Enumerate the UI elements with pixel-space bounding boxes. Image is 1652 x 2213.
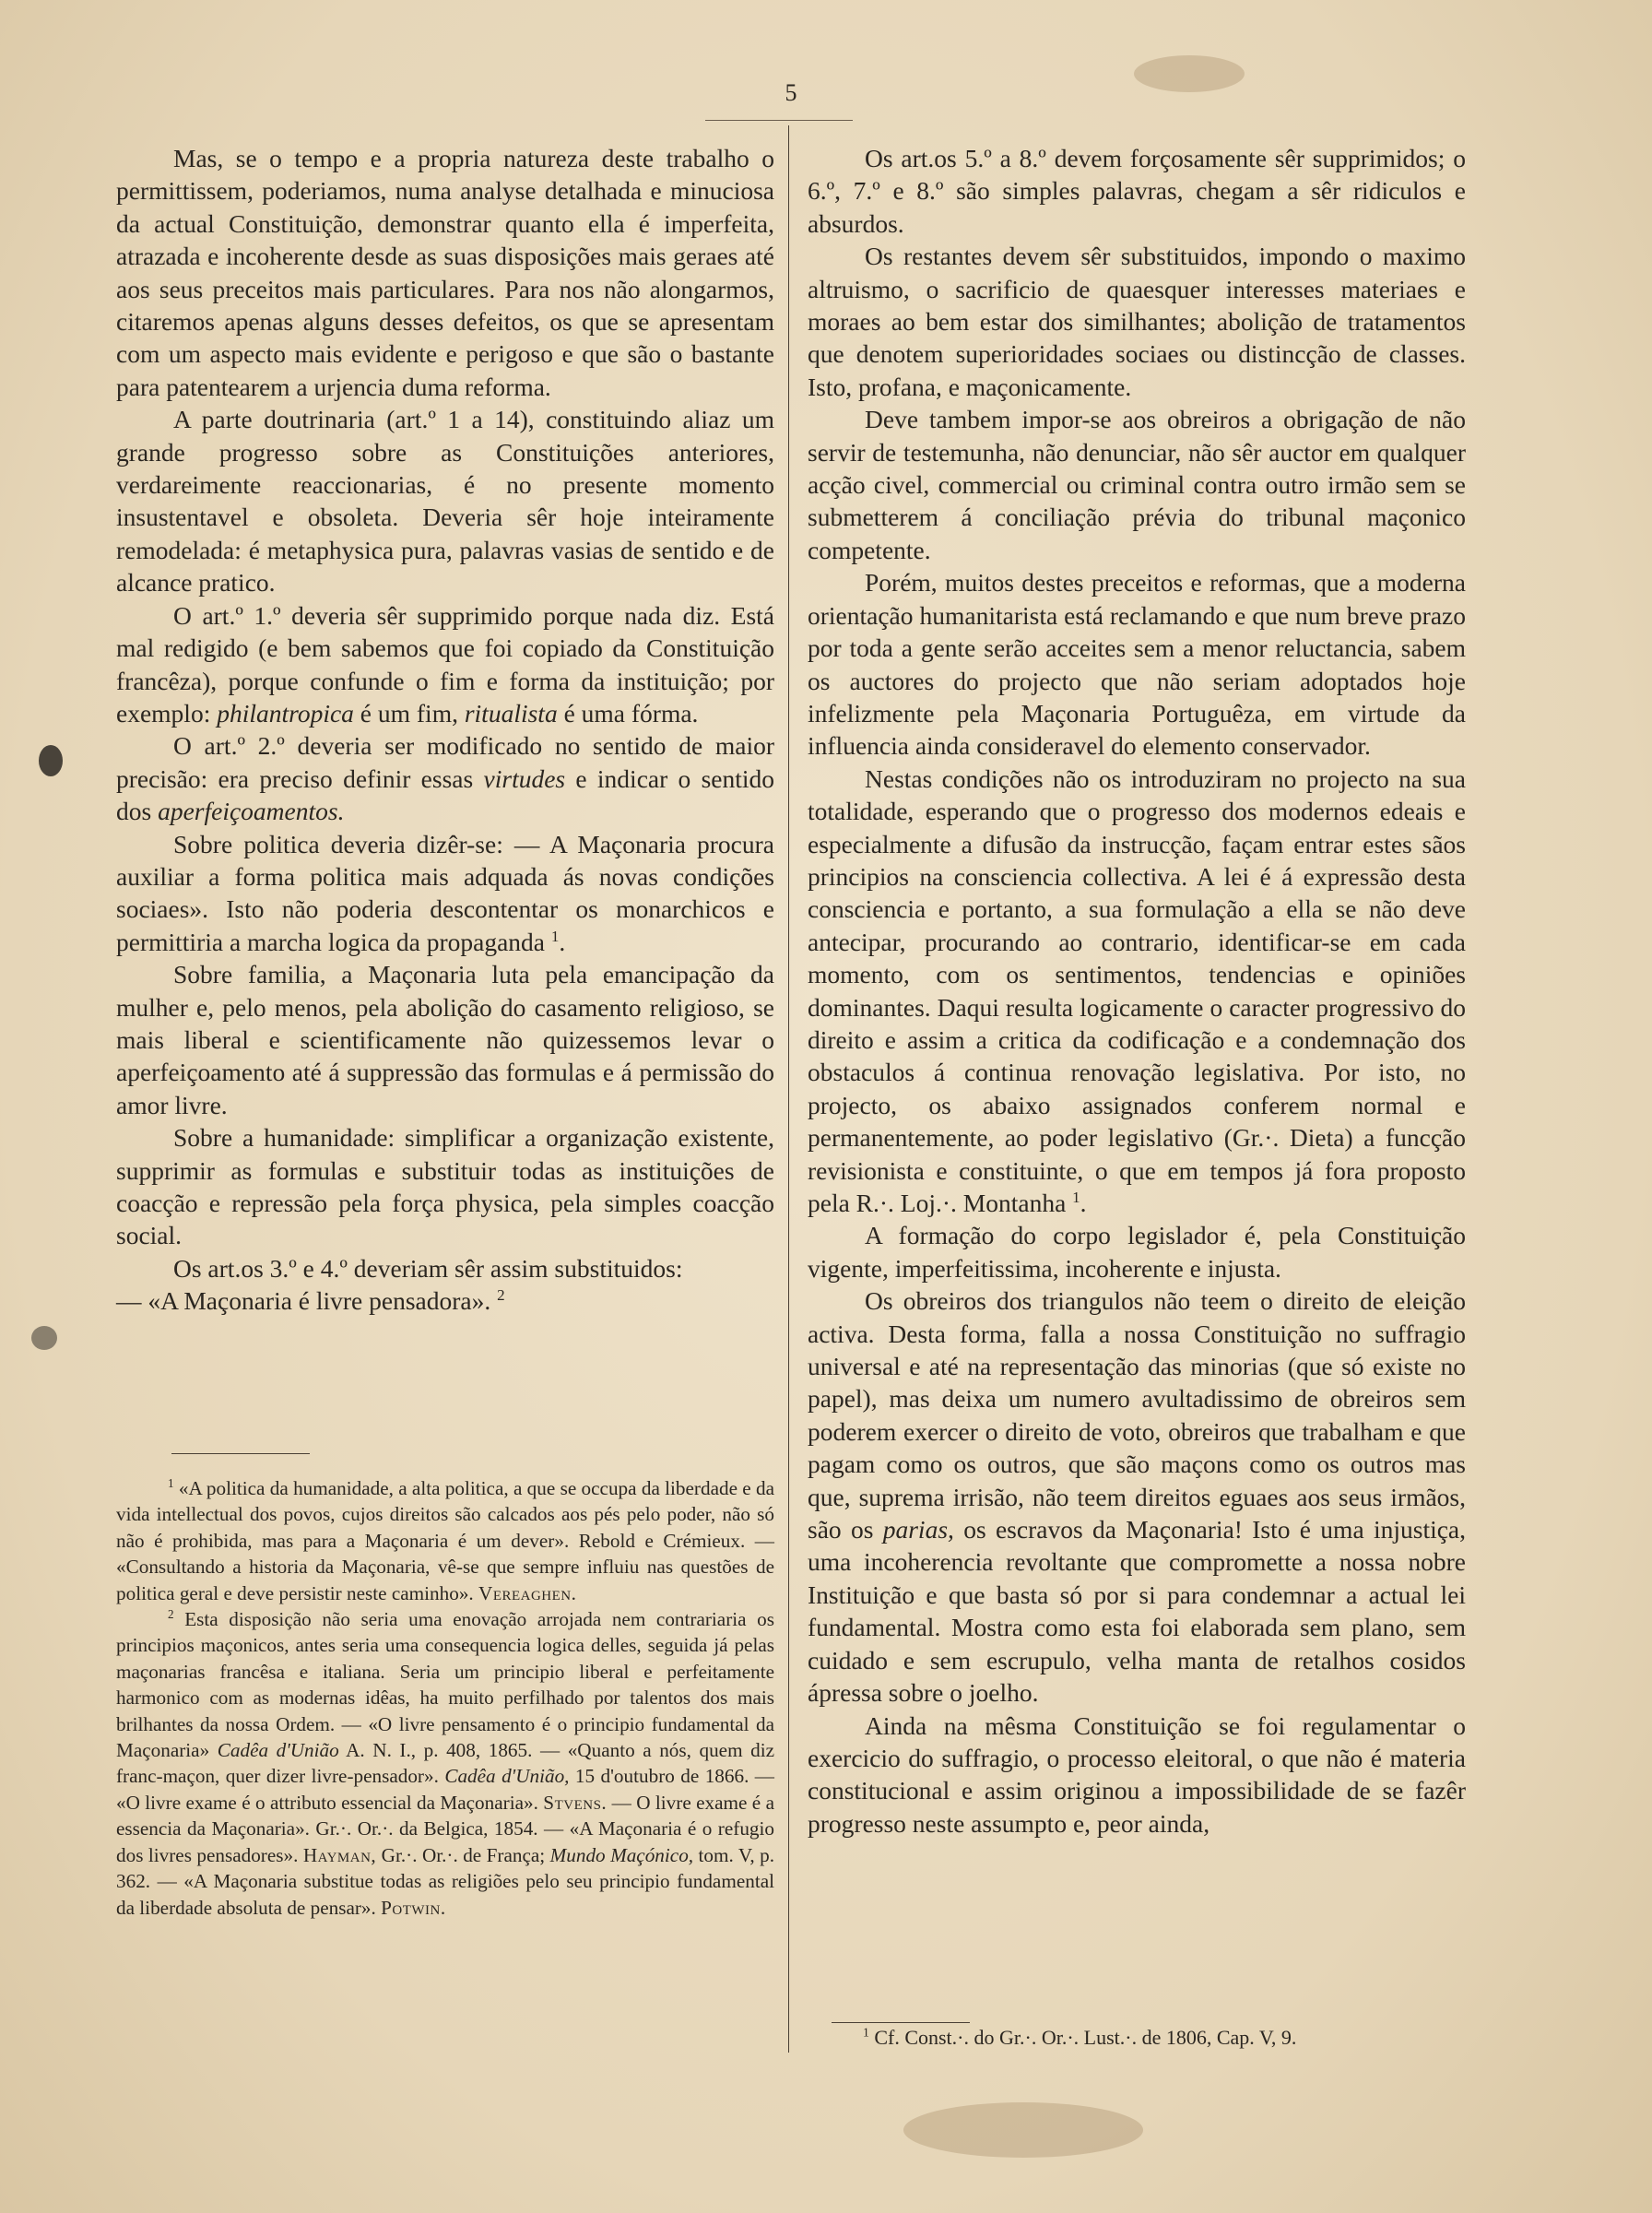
footnote — [863, 2025, 1490, 2051]
right-column — [808, 142, 1466, 1840]
emphasis-text: aperfeiçoamentos. — [158, 797, 345, 826]
header-rule — [705, 120, 853, 121]
emphasis-text: philantropica — [217, 698, 354, 728]
footnote-rule — [171, 1453, 310, 1454]
footnote-ref: 2 — [497, 1286, 505, 1305]
paragraph-text: os escravos da Maçonaria! Isto é uma injustiça, uma incoherencia revoltante que compromette a nossa nobre Instituição e que basta só por si para condemnar a actual lei fundamental. Mostra como esta foi elaborada sem plano, sem cuidado e sem escrupulo, velha manta de retalhos cosidos ápressa sobre o joelho. — [808, 1515, 1467, 1708]
paragraph-text: O art.º 1.º deveria sêr supprimido porque nada diz. Está mal redigido (e bem sabemos que foi copiado da Constituição francêza), porque confunde o fim e forma da instituição; por exemplo: — [116, 600, 774, 728]
paragraph: Sobre familia, a Maçonaria luta pela emancipação da mulher e, pelo menos, pela abolição do casamento religioso, se mais liberal e scientificamente não quizessemos levar o aperfeiçoamento até á suppressão das formulas e á permissão do amor livre. — [116, 960, 774, 1119]
column-divider — [788, 125, 789, 2053]
paragraph-text: O art.º 2.º deveria ser modificado no sentido de maior precisão: era preciso definir essas — [116, 731, 774, 793]
footnote-number: 2 — [168, 1606, 174, 1621]
footnote-author: Potwin. — [381, 1896, 446, 1919]
paragraph: Os art.os 3.º e 4.º deveriam sêr assim substituidos: — [173, 1253, 683, 1283]
paragraph: A formação do corpo legislador é, pela Constituição vigente, imperfeitissima, incoherente e injusta. — [808, 1221, 1466, 1283]
footnote-text: «A politica da humanidade, a alta politica, a que se occupa da liberdade e da vida intellectual dos povos, cujos direitos são calcados aos pés pelo poder, não só não é prohibida, mas para a Maçonaria é um dever». Rebold e Crémieux. — «Consultando a historia da Maçonaria, vê-se que sempre influiu nas questões de politica geral e deve persistir neste caminho». — [116, 1477, 774, 1604]
paragraph-text: Nestas condições não os introduziram no projecto na sua totalidade, esperando que o progresso dos modernos edeais e especialmente a difusão da instrucção, façam entrar estes sãos principios na consciencia collectiva. A lei é á expressão desta consciencia e portanto, a sua formulação a ella se não deve antecipar, procurando ao contrario, identificar-se em cada momento, com os sentimentos, tendencias e opiniões dominantes. Daqui resulta logicamente o caracter progressivo do direito e assim a critica da codificação e a condemnação dos obstaculos á continua renovação legislativa. Por isto, no projecto, os abaixo assignados conferem normal e permanentemente, ao poder legislativo (Gr.·. Dieta) a funcção revisionista e constituinte, o que em tempos já fora proposto pela R.·. Loj.·. Montanha — [808, 763, 1466, 1217]
footnote-text: 15 d'outubro de 1866. — «O livre exame é o attributo essencial da Maçonaria». — [116, 1765, 774, 1814]
ink-blot-mark — [31, 1326, 57, 1350]
paragraph: Sobre a humanidade: simplificar a organização existente, supprimir as formulas e substituir todas as instituições de coacção e repressão pela força physica, pela simples coacção social. — [116, 1123, 774, 1250]
footnote-rule — [832, 2022, 970, 2023]
footnote — [116, 1475, 774, 1606]
emphasis-text: parias, — [882, 1515, 954, 1544]
paragraph: Sobre politica deveria dizêr-se: — A Maçonaria procura auxiliar a forma politica mais adquada ás novas condições sociaes». Isto não poderia descontentar os monarchicos e permittiria a marcha logica da propaganda $^1$. — [116, 829, 774, 956]
paragraph: Nestas condições não os introduziram no projecto na sua totalidade, esperando que o progresso dos modernos edeais e especialmente a difusão da instrucção, façam entrar estes sãos principios na consciencia collectiva. A lei é á expressão desta consciencia e portanto, a sua formulação a ella se não deve antecipar, procurando ao contrario, identificar-se em cada momento, com os sentimentos, tendencias e opiniões dominantes. Daqui resulta logicamente o caracter progressivo do direito e assim a critica da codificação e a condemnação dos obstaculos á continua renovação legislativa. Por isto, no projecto, os abaixo assignados conferem normal e permanentemente, ao poder legislativo (Gr.·. Dieta) a funcção revisionista e constituinte, o que em tempos já fora proposto pela R.·. Loj.·. Montanha $^1$. — [808, 763, 1466, 1217]
paragraph: A parte doutrinaria (art.º 1 a 14), constituindo aliaz um grande progresso sobre as Constituições anteriores, verdareimente reaccionarias, é no presente momento insustentavel e obsoleta. Deveria sêr hoje inteiramente remodelada: é metaphysica pura, palavras vasias de sentido e de alcance pratico. — [116, 405, 774, 598]
emphasis-text: ritualista — [464, 698, 558, 728]
footnote-ref: 1 — [1072, 1188, 1080, 1206]
paragraph: Mas, se o tempo e a propria natureza deste trabalho o permittissem, poderiamos, numa analyse detalhada e minuciosa da actual Constituição, demonstrar quanto ella é imperfeita, atrazada e incoherente desde as suas disposições mais geraes até aos seus preceitos mais particulares. Para nos não alongarmos, citaremos apenas alguns desses defeitos, os que se apresentam com um aspecto mais evidente e perigoso e que são o bastante para patentearem a urjencia duma reforma. — [116, 144, 774, 401]
paragraph — [116, 729, 774, 827]
paragraph-text: é um fim, — [360, 698, 458, 728]
footnotes — [116, 1475, 774, 1921]
footnote-text: Esta disposição não seria uma enovação arrojada nem contrariaria os principios maçonicos, antes seria uma consequencia logica delles, seguida já pelas maçonarias francêsa e italiana. Seria um principio liberal e perfeitamente harmonico com as modernas idêas, ha muito perfilhado por talentos dos mais brilhantes da nossa Ordem. — «O livre pensamento é o principio fundamental da Maçonaria» — [116, 1608, 775, 1762]
paragraph-text: Sobre politica deveria dizêr-se: — A Maçonaria procura auxiliar a forma politica mais adquada ás novas condições sociaes». Isto não poderia descontentar os monarchicos e permittiria a marcha logica da propaganda — [116, 829, 774, 956]
paragraph: Os restantes devem sêr substituidos, impondo o maximo altruismo, o sacrificio de quaesquer interesses materiaes e moraes ao bem estar dos similhantes; abolição de tratamentos que denotem superioridades sociaes ou distincção de classes. Isto, profana, e maçonicamente. — [808, 242, 1466, 401]
footnote-author: Hayman, — [302, 1843, 377, 1866]
left-column — [116, 142, 774, 1318]
footnote-text: A. N. I., p. 408, 1865. — «Quanto a nós, quem diz franc-maçon, quer dizer livre-pensador». — [116, 1739, 774, 1788]
footnote-ref: 1 — [550, 927, 560, 945]
ink-blot-mark — [39, 745, 63, 776]
footnote-text: Gr.·. Or.·. de França; — [381, 1843, 546, 1866]
paragraph-text: é uma fórma. — [563, 698, 699, 728]
paragraph — [116, 599, 774, 730]
emphasis-text: virtudes — [483, 763, 566, 793]
paragraph — [116, 1284, 774, 1317]
paragraph: Os art.os 5.º a 8.º devem forçosamente sêr supprimidos; o 6.º, 7.º e 8.º são simples palavras, chegam a sêr ridiculos e absurdos. — [808, 144, 1466, 238]
footnote-source: Cadêa d'União — [217, 1739, 339, 1762]
footnote — [116, 1606, 774, 1921]
footnote-number: 1 — [168, 1475, 174, 1490]
paper-stain — [1134, 55, 1245, 92]
paper-stain — [903, 2102, 1143, 2158]
footnote-number: 1 — [863, 2025, 869, 2040]
paragraph-text: Os obreiros dos triangulos não teem o direito de eleição activa. Desta forma, falla a nossa Constituição no suffragio universal e até na representação das minorias (que só existe no papel), mas deixa um numero avultadissimo de obreiros sem poderem exercer o direito de voto, obreiros que trabalham e que pagam como os outros, que são maçons como os outros mas que, suprema irrisão, não teem direitos eguaes aos seus irmãos, são os — [808, 1286, 1466, 1544]
paragraph — [808, 1284, 1466, 1709]
paragraph-text: — «A Maçonaria é livre pensadora». — [116, 1286, 491, 1316]
footnote-source: Cadêa d'União, — [444, 1765, 570, 1788]
footnote-text: — O livre exame é a essencia da Maçonaria». Gr.·. Or.·. da Belgica, 1854. — «A Maçonaria é o refugio dos livres pensadores». — [116, 1791, 775, 1866]
footnote-source: Mundo Maçónico, — [549, 1843, 694, 1866]
footnote-text: tom. V, p. 362. — «A Maçonaria substitue todas as religiões pelo seu principio fundamental da liberdade absoluta de pensar». — [116, 1843, 775, 1919]
page-number: 5 — [785, 79, 797, 106]
paragraph-text: e indicar o sentido dos — [116, 763, 775, 826]
footnote-author: Stvens. — [543, 1791, 608, 1814]
footnote-author: Vereaghen. — [478, 1581, 577, 1604]
paragraph: Porém, muitos destes preceitos e reformas, que a moderna orientação humanitarista está reclamando e que num breve prazo por toda a gente serão acceites sem a menor reluctancia, sabem os auctores do projecto que não seriam adoptados hoje infelizmente pela Maçonaria Portuguêza, em virtude da influencia ainda consideravel do elemento conservador. — [808, 568, 1466, 761]
footnote-text: Cf. Const.·. do Gr.·. Or.·. Lust.·. de 1806, Cap. V, 9. — [874, 2026, 1297, 2049]
paragraph: Deve tambem impor-se aos obreiros a obrigação de não servir de testemunha, não denunciar, não sêr auctor em qualquer acção civel, commercial ou criminal contra outro irmão sem se submetterem á conciliação prévia do tribunal maçonico competente. — [808, 405, 1466, 564]
paragraph: Ainda na mêsma Constituição se foi regulamentar o exercicio do suffragio, o processo eleitoral, o que não é materia constitucional e assim originou a impossibilidade de se fazêr progresso neste assumpto e, peor ainda, — [808, 1710, 1466, 1838]
